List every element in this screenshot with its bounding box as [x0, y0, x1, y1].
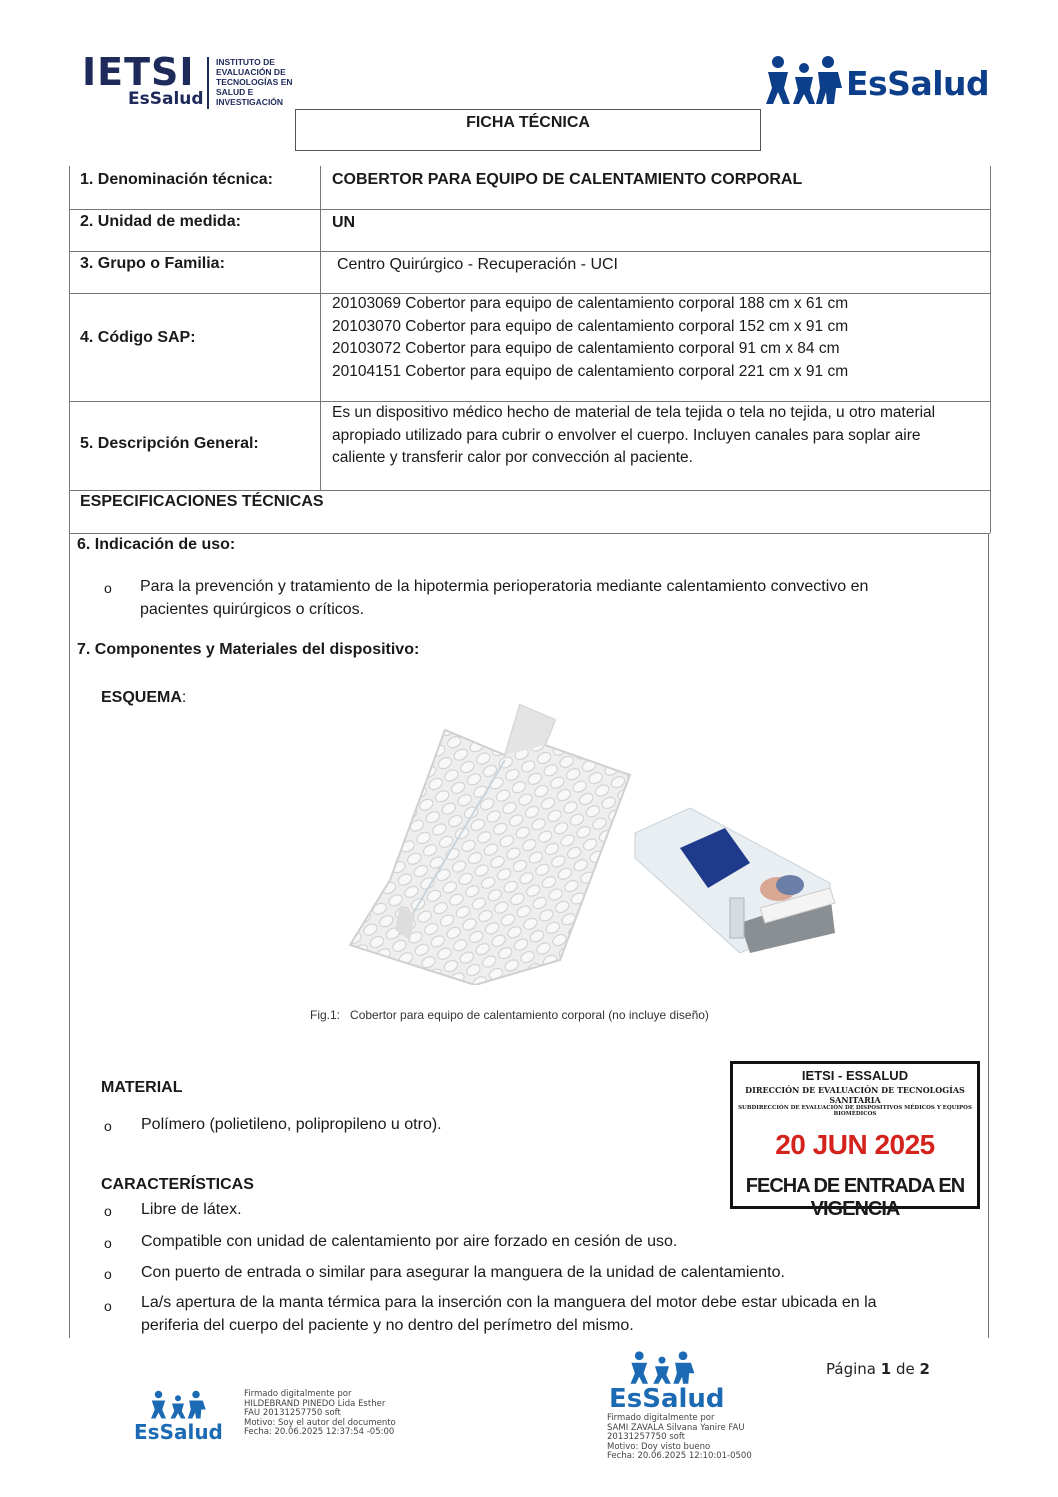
stamp-org: IETSI - ESSALUD — [801, 1068, 909, 1083]
row-value — [332, 293, 848, 383]
table-row-specs-heading — [70, 490, 990, 534]
bullet: o — [104, 1266, 112, 1282]
sap-code-line: 20103072 Cobertor para equipo de calentamiento corporal 91 cm x 84 cm — [332, 340, 840, 357]
table-row-codigo-sap — [70, 293, 990, 402]
row-value: Centro Quirúrgico - Recuperación - UCI — [337, 256, 618, 273]
sap-code-line: 20104151 Cobertor para equipo de calentamiento corporal 221 cm x 91 cm — [332, 362, 849, 380]
row-label: 3. Grupo o Familia: — [80, 255, 225, 272]
bullet: o — [104, 1118, 112, 1134]
stamp-date: 20 JUN 2025 — [775, 1129, 935, 1160]
row-value: COBERTOR PARA EQUIPO DE CALENTAMIENTO CORPORAL — [332, 171, 803, 188]
caracteristicas-heading: CARACTERÍSTICAS — [101, 1176, 254, 1193]
bullet: o — [104, 580, 112, 596]
table-row-denominacion — [70, 166, 990, 210]
stamp-label: FECHA DE ENTRADA EN VIGENCIA — [745, 1175, 965, 1220]
stamp-subdireccion: SUBDIRECCIÓN DE EVALUACIÓN DE DISPOSITIVOS MÉDICOS Y EQUIPOS BIOMÉDICOS — [738, 1105, 972, 1117]
material-item: Polímero (polietileno, polipropileno u otro). — [141, 1116, 442, 1133]
ietsi-logo-divider — [207, 57, 209, 109]
sap-code-line: 20103069 Cobertor para equipo de calentamiento corporal 188 cm x 61 cm — [332, 295, 849, 312]
essalud-family-icon — [764, 54, 844, 108]
table-row-descripcion — [70, 401, 990, 491]
row-value: Es un dispositivo médico hecho de material de tela tejida o tela no tejida, u otro material apropiado utilizado para cubrir o envolver el cuerpo. Incluyen canales para soplar aire caliente y transferir calor por convección al paciente. — [332, 404, 936, 466]
essalud-logo — [764, 54, 990, 108]
essalud-logo-text: EsSalud — [846, 64, 990, 103]
patient-blanket-image — [630, 803, 840, 953]
bullet: o — [104, 1235, 112, 1251]
caracteristica-item: Con puerto de entrada o similar para asegurar la manguera de la unidad de calentamiento. — [141, 1264, 785, 1281]
document-title: FICHA TÉCNICA — [295, 109, 761, 151]
ietsi-logo-word: IETSI — [82, 50, 195, 94]
footer-logo-text: EsSalud — [609, 1384, 725, 1414]
row-label: 1. Denominación técnica: — [80, 171, 273, 188]
left-border — [69, 533, 70, 1338]
row-label: 2. Unidad de medida: — [80, 213, 241, 230]
esquema-label: ESQUEMA: — [101, 689, 187, 706]
section-7-heading: 7. Componentes y Materiales del dispositivo: — [77, 641, 420, 658]
right-border — [988, 533, 989, 1338]
footer-essalud-logo-2 — [607, 1350, 725, 1414]
spec-table — [69, 166, 991, 533]
row-value: UN — [332, 214, 356, 231]
essalud-family-icon — [148, 1390, 208, 1420]
page-number: Página 1 de 2 — [826, 1360, 930, 1378]
bullet: o — [104, 1203, 112, 1219]
row-label: 4. Código SAP: — [80, 329, 196, 346]
table-row-grupo — [70, 251, 990, 294]
signature-block-1: Firmado digitalmente por HILDEBRAND PINEDO Lida Esther FAU 20131257750 soft Motivo: Soy el autor del documento Fecha: 20.06.2025 12:37:54 -05:00 — [244, 1389, 396, 1437]
row-label: 5. Descripción General: — [80, 435, 259, 452]
section-6-heading: 6. Indicación de uso: — [77, 536, 236, 553]
caracteristica-item: Libre de látex. — [141, 1201, 242, 1218]
table-row-unidad — [70, 209, 990, 252]
material-heading: MATERIAL — [101, 1079, 183, 1096]
ietsi-logo-subtitle: INSTITUTO DE EVALUACIÓN DE TECNOLOGÍAS EN SALUD E INVESTIGACIÓN — [216, 57, 293, 107]
stamp-direccion: DIRECCIÓN DE EVALUACIÓN DE TECNOLOGÍAS SANITARIA — [745, 1085, 965, 1105]
caracteristica-item: La/s apertura de la manta térmica para la inserción con la manguera del motor debe estar ubicada en la periferia del cuerpo del paciente y no dentro del perímetro del mismo. — [141, 1294, 877, 1334]
caracteristica-item: Compatible con unidad de calentamiento por aire forzado en cesión de uso. — [141, 1233, 678, 1250]
footer-essalud-logo — [134, 1390, 223, 1446]
specs-heading: ESPECIFICACIONES TÉCNICAS — [80, 493, 324, 510]
figure-caption: Fig.1: Cobertor para equipo de calentamiento corporal (no incluye diseño) — [310, 1008, 709, 1022]
essalud-family-icon — [627, 1350, 697, 1386]
signature-block-2: Firmado digitalmente por SAMI ZAVALA Silvana Yanire FAU 20131257750 soft Motivo: Doy visto bueno Fecha: 20.06.2025 12:10:01-0500 — [607, 1413, 752, 1461]
blanket-image — [340, 700, 640, 985]
validity-stamp — [730, 1061, 980, 1220]
section-6-text: Para la prevención y tratamiento de la hipotermia perioperatoria mediante calentamiento convectivo en pacientes quirúrgicos o críticos. — [140, 578, 869, 618]
ietsi-logo-essalud: EsSalud — [128, 89, 204, 109]
footer-logo-text: EsSalud — [134, 1420, 223, 1444]
sap-code-line: 20103070 Cobertor para equipo de calentamiento corporal 152 cm x 91 cm — [332, 317, 849, 335]
bullet: o — [104, 1298, 112, 1314]
